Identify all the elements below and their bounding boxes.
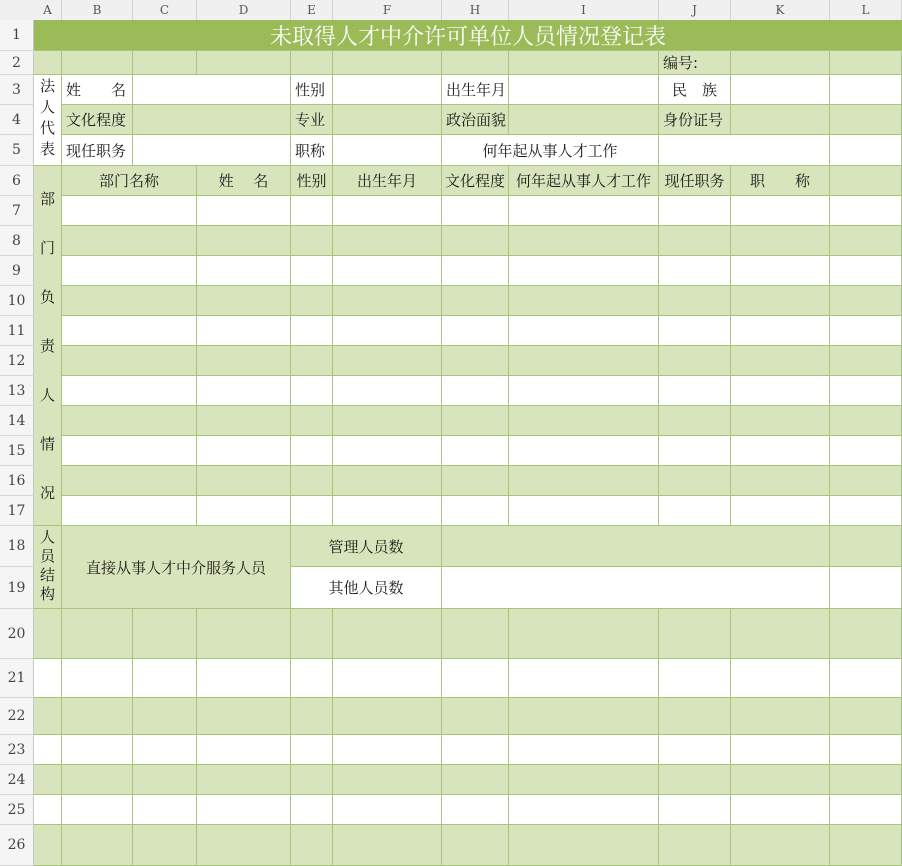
- dept-entry-cell[interactable]: [291, 466, 333, 496]
- dept-section-char: 情: [39, 435, 55, 453]
- cell[interactable]: [133, 795, 197, 825]
- dept-entry-cell[interactable]: [62, 256, 197, 286]
- cell[interactable]: [509, 659, 659, 698]
- dept-entry-cell[interactable]: [197, 286, 291, 316]
- legal-rep-gender-field[interactable]: [333, 75, 442, 105]
- row-header[interactable]: 14: [0, 406, 34, 436]
- cell[interactable]: [133, 698, 197, 735]
- dept-section-char: 责: [39, 337, 55, 355]
- legal-rep-political-field[interactable]: [509, 105, 659, 135]
- dept-entry-cell[interactable]: [291, 316, 333, 346]
- dept-education-header: 文化程度: [442, 166, 509, 196]
- cell[interactable]: [133, 609, 197, 659]
- dept-entry-cell[interactable]: [291, 376, 333, 406]
- dept-entry-cell[interactable]: [830, 256, 902, 286]
- column-header[interactable]: E: [291, 0, 333, 20]
- cell[interactable]: [659, 825, 731, 866]
- cell[interactable]: [830, 526, 902, 567]
- dept-entry-cell[interactable]: [509, 286, 659, 316]
- dept-entry-cell[interactable]: [197, 406, 291, 436]
- column-header[interactable]: J: [659, 0, 731, 20]
- cell[interactable]: [291, 795, 333, 825]
- dept-entry-cell[interactable]: [830, 286, 902, 316]
- political-label: 政治面貌: [442, 105, 509, 135]
- name-label: 姓 名: [62, 75, 133, 105]
- cell[interactable]: [34, 735, 62, 765]
- cell[interactable]: [830, 609, 902, 659]
- ethnicity-label: 民 族: [659, 75, 731, 105]
- cell[interactable]: [34, 51, 62, 75]
- dept-entry-cell[interactable]: [509, 466, 659, 496]
- dept-entry-cell[interactable]: [442, 496, 509, 526]
- row-header[interactable]: 4: [0, 105, 34, 135]
- row-header[interactable]: 7: [0, 196, 34, 226]
- dept-entry-cell[interactable]: [830, 376, 902, 406]
- cell[interactable]: [34, 795, 62, 825]
- cell[interactable]: [197, 609, 291, 659]
- dept-entry-cell[interactable]: [442, 406, 509, 436]
- dept-section-char: 负: [39, 288, 55, 306]
- dept-position-header: 现任职务: [659, 166, 731, 196]
- cell[interactable]: [62, 825, 133, 866]
- dept-entry-cell[interactable]: [197, 436, 291, 466]
- cell[interactable]: [133, 735, 197, 765]
- dept-section-char: 况: [39, 484, 55, 502]
- dept-entry-cell[interactable]: [62, 466, 197, 496]
- education-label: 文化程度: [62, 105, 133, 135]
- legal-rep-name-field[interactable]: [133, 75, 291, 105]
- dept-section-char: 门: [39, 239, 55, 257]
- dept-entry-cell[interactable]: [333, 346, 442, 376]
- cell[interactable]: [133, 659, 197, 698]
- mgmt-count-label: 管理人员数: [291, 526, 442, 567]
- row-header[interactable]: 20: [0, 609, 34, 659]
- dept-entry-cell[interactable]: [62, 196, 197, 226]
- cell[interactable]: [333, 765, 442, 795]
- dept-entry-cell[interactable]: [509, 256, 659, 286]
- dept-entry-cell[interactable]: [509, 316, 659, 346]
- row-header[interactable]: 8: [0, 226, 34, 256]
- dept-entry-cell[interactable]: [333, 496, 442, 526]
- cell[interactable]: [62, 735, 133, 765]
- row-header[interactable]: 19: [0, 567, 34, 609]
- since-label: 何年起从事人才工作: [442, 135, 659, 166]
- legal-rep-since-field[interactable]: [659, 135, 830, 166]
- dept-entry-cell[interactable]: [442, 286, 509, 316]
- birth-label: 出生年月: [442, 75, 509, 105]
- dept-entry-cell[interactable]: [442, 316, 509, 346]
- dept-entry-cell[interactable]: [509, 436, 659, 466]
- cell[interactable]: [133, 825, 197, 866]
- cell[interactable]: [62, 765, 133, 795]
- dept-entry-cell[interactable]: [659, 376, 731, 406]
- dept-entry-cell[interactable]: [291, 256, 333, 286]
- column-header-row: [0, 0, 902, 21]
- dept-entry-cell[interactable]: [659, 346, 731, 376]
- column-header[interactable]: H: [442, 0, 509, 20]
- dept-entry-cell[interactable]: [509, 376, 659, 406]
- column-header[interactable]: I: [509, 0, 659, 20]
- dept-entry-cell[interactable]: [509, 406, 659, 436]
- dept-entry-cell[interactable]: [731, 436, 830, 466]
- dept-entry-cell[interactable]: [291, 346, 333, 376]
- cell[interactable]: [133, 765, 197, 795]
- row-header[interactable]: 11: [0, 316, 34, 346]
- dept-entry-cell[interactable]: [659, 436, 731, 466]
- cell[interactable]: [509, 609, 659, 659]
- dept-entry-cell[interactable]: [333, 256, 442, 286]
- dept-entry-cell[interactable]: [659, 196, 731, 226]
- cell[interactable]: [197, 698, 291, 735]
- cell[interactable]: [509, 698, 659, 735]
- cell[interactable]: [830, 135, 902, 166]
- dept-entry-cell[interactable]: [333, 196, 442, 226]
- serial-number-value[interactable]: [731, 51, 830, 75]
- dept-entry-cell[interactable]: [62, 406, 197, 436]
- cell[interactable]: [731, 825, 830, 866]
- dept-entry-cell[interactable]: [62, 316, 197, 346]
- legal-rep-id-field[interactable]: [731, 105, 830, 135]
- dept-since-header: 何年起从事人才工作: [509, 166, 659, 196]
- column-header[interactable]: A: [34, 0, 62, 20]
- dept-entry-cell[interactable]: [830, 316, 902, 346]
- legal-rep-major-field[interactable]: [333, 105, 442, 135]
- cell[interactable]: [830, 735, 902, 765]
- cell[interactable]: [62, 51, 133, 75]
- cell[interactable]: [333, 609, 442, 659]
- dept-entry-cell[interactable]: [291, 406, 333, 436]
- cell[interactable]: [830, 765, 902, 795]
- dept-entry-cell[interactable]: [197, 496, 291, 526]
- cell[interactable]: [291, 659, 333, 698]
- dept-entry-cell[interactable]: [442, 196, 509, 226]
- dept-entry-cell[interactable]: [291, 496, 333, 526]
- dept-gender-header: 性别: [291, 166, 333, 196]
- dept-entry-cell[interactable]: [197, 316, 291, 346]
- dept-entry-cell[interactable]: [731, 376, 830, 406]
- cell[interactable]: [731, 609, 830, 659]
- row-header[interactable]: 21: [0, 659, 34, 698]
- cell[interactable]: [830, 567, 902, 609]
- dept-entry-cell[interactable]: [333, 286, 442, 316]
- cell[interactable]: [509, 51, 659, 75]
- dept-entry-cell[interactable]: [830, 496, 902, 526]
- cell[interactable]: [333, 51, 442, 75]
- dept-entry-cell[interactable]: [442, 256, 509, 286]
- cell[interactable]: [442, 51, 509, 75]
- row-header[interactable]: 26: [0, 825, 34, 866]
- cell[interactable]: [830, 166, 902, 196]
- dept-entry-cell[interactable]: [197, 196, 291, 226]
- cell[interactable]: [830, 105, 902, 135]
- cell[interactable]: [333, 795, 442, 825]
- dept-entry-cell[interactable]: [659, 316, 731, 346]
- cell[interactable]: [731, 765, 830, 795]
- dept-entry-cell[interactable]: [442, 376, 509, 406]
- cell[interactable]: [830, 51, 902, 75]
- cell[interactable]: [291, 735, 333, 765]
- dept-entry-cell[interactable]: [333, 376, 442, 406]
- cell[interactable]: [659, 735, 731, 765]
- dept-entry-cell[interactable]: [509, 196, 659, 226]
- dept-entry-cell[interactable]: [659, 466, 731, 496]
- dept-entry-cell[interactable]: [333, 466, 442, 496]
- cell[interactable]: [291, 609, 333, 659]
- row-header[interactable]: 22: [0, 698, 34, 735]
- dept-entry-cell[interactable]: [731, 256, 830, 286]
- dept-entry-cell[interactable]: [197, 466, 291, 496]
- row-header[interactable]: 18: [0, 526, 34, 567]
- major-label: 专业: [291, 105, 333, 135]
- row-header[interactable]: 9: [0, 256, 34, 286]
- row-header[interactable]: 3: [0, 75, 34, 105]
- dept-entry-cell[interactable]: [830, 226, 902, 256]
- cell[interactable]: [62, 795, 133, 825]
- cell[interactable]: [34, 609, 62, 659]
- dept-section-char: 部: [39, 190, 55, 208]
- dept-entry-cell[interactable]: [442, 436, 509, 466]
- row-header[interactable]: 15: [0, 436, 34, 466]
- dept-entry-cell[interactable]: [333, 316, 442, 346]
- row-header[interactable]: 2: [0, 51, 34, 75]
- dept-entry-cell[interactable]: [659, 496, 731, 526]
- row-header[interactable]: 10: [0, 286, 34, 316]
- cell[interactable]: [34, 659, 62, 698]
- cell[interactable]: [333, 825, 442, 866]
- cell[interactable]: [509, 735, 659, 765]
- dept-entry-cell[interactable]: [197, 346, 291, 376]
- gender-label: 性别: [291, 75, 333, 105]
- dept-entry-cell[interactable]: [659, 256, 731, 286]
- dept-entry-cell[interactable]: [197, 256, 291, 286]
- cell[interactable]: [291, 765, 333, 795]
- cell[interactable]: [659, 659, 731, 698]
- dept-entry-cell[interactable]: [509, 496, 659, 526]
- dept-entry-cell[interactable]: [509, 226, 659, 256]
- dept-entry-cell[interactable]: [731, 346, 830, 376]
- cell[interactable]: [197, 659, 291, 698]
- column-header[interactable]: K: [731, 0, 830, 20]
- dept-entry-cell[interactable]: [830, 346, 902, 376]
- dept-entry-cell[interactable]: [291, 196, 333, 226]
- cell[interactable]: [197, 765, 291, 795]
- dept-entry-cell[interactable]: [442, 346, 509, 376]
- dept-entry-cell[interactable]: [291, 286, 333, 316]
- cell[interactable]: [659, 795, 731, 825]
- dept-name-header: 部门名称: [62, 166, 197, 196]
- row-header[interactable]: 1: [0, 20, 34, 51]
- dept-entry-cell[interactable]: [333, 406, 442, 436]
- dept-entry-cell[interactable]: [62, 376, 197, 406]
- cell[interactable]: [34, 765, 62, 795]
- dept-entry-cell[interactable]: [442, 466, 509, 496]
- dept-entry-cell[interactable]: [830, 466, 902, 496]
- cell[interactable]: [197, 825, 291, 866]
- dept-entry-cell[interactable]: [62, 436, 197, 466]
- column-header[interactable]: C: [133, 0, 197, 20]
- cell[interactable]: [659, 698, 731, 735]
- dept-entry-cell[interactable]: [509, 346, 659, 376]
- cell[interactable]: [509, 825, 659, 866]
- dept-head-name-header: 姓 名: [197, 166, 291, 196]
- cell[interactable]: [442, 659, 509, 698]
- cell[interactable]: [197, 795, 291, 825]
- form-title[interactable]: 未取得人才中介许可单位人员情况登记表: [34, 20, 902, 51]
- cell[interactable]: [731, 698, 830, 735]
- dept-entry-cell[interactable]: [830, 196, 902, 226]
- dept-entry-cell[interactable]: [731, 316, 830, 346]
- dept-entry-cell[interactable]: [830, 406, 902, 436]
- cell[interactable]: [509, 765, 659, 795]
- cell[interactable]: [442, 698, 509, 735]
- cell[interactable]: [442, 765, 509, 795]
- row-header[interactable]: 23: [0, 735, 34, 765]
- dept-entry-cell[interactable]: [731, 226, 830, 256]
- cell[interactable]: [197, 735, 291, 765]
- cell[interactable]: [62, 659, 133, 698]
- column-header[interactable]: D: [197, 0, 291, 20]
- cell[interactable]: [830, 659, 902, 698]
- row-header[interactable]: 13: [0, 376, 34, 406]
- cell[interactable]: [34, 698, 62, 735]
- cell[interactable]: [291, 51, 333, 75]
- dept-entry-cell[interactable]: [731, 496, 830, 526]
- cell[interactable]: [34, 825, 62, 866]
- cell[interactable]: [291, 825, 333, 866]
- dept-title-header: 职 称: [731, 166, 830, 196]
- cell[interactable]: [830, 795, 902, 825]
- dept-entry-cell[interactable]: [197, 226, 291, 256]
- cell[interactable]: [442, 825, 509, 866]
- cell[interactable]: [731, 735, 830, 765]
- row-header[interactable]: 25: [0, 795, 34, 825]
- row-header[interactable]: 6: [0, 166, 34, 196]
- cell[interactable]: [333, 698, 442, 735]
- dept-entry-cell[interactable]: [731, 286, 830, 316]
- dept-entry-cell[interactable]: [197, 376, 291, 406]
- cell[interactable]: [830, 825, 902, 866]
- cell[interactable]: [291, 698, 333, 735]
- other-count-field[interactable]: [442, 567, 830, 609]
- dept-entry-cell[interactable]: [442, 226, 509, 256]
- dept-entry-cell[interactable]: [291, 436, 333, 466]
- legal-rep-birth-field[interactable]: [509, 75, 659, 105]
- column-header[interactable]: F: [333, 0, 442, 20]
- direct-staff-label: 直接从事人才中介服务人员: [62, 526, 291, 609]
- cell[interactable]: [442, 609, 509, 659]
- id-number-label: 身份证号: [659, 105, 731, 135]
- cell[interactable]: [197, 51, 291, 75]
- title-label: 职称: [291, 135, 333, 166]
- dept-head-section-label: [34, 166, 62, 526]
- dept-entry-cell[interactable]: [62, 496, 197, 526]
- cell[interactable]: [62, 609, 133, 659]
- cell[interactable]: [133, 51, 197, 75]
- other-count-label: 其他人员数: [291, 567, 442, 609]
- dept-entry-cell[interactable]: [291, 226, 333, 256]
- cell[interactable]: [62, 698, 133, 735]
- row-header[interactable]: 5: [0, 135, 34, 166]
- column-header[interactable]: L: [830, 0, 902, 20]
- dept-entry-cell[interactable]: [830, 436, 902, 466]
- position-label: 现任职务: [62, 135, 133, 166]
- dept-entry-cell[interactable]: [731, 466, 830, 496]
- cell[interactable]: [442, 735, 509, 765]
- cell[interactable]: [731, 795, 830, 825]
- dept-entry-cell[interactable]: [62, 346, 197, 376]
- legal-rep-ethnicity-field[interactable]: [731, 75, 830, 105]
- dept-entry-cell[interactable]: [731, 196, 830, 226]
- row-header[interactable]: 17: [0, 496, 34, 526]
- dept-entry-cell[interactable]: [659, 406, 731, 436]
- row-header[interactable]: 16: [0, 466, 34, 496]
- cell[interactable]: [830, 75, 902, 105]
- column-header[interactable]: B: [62, 0, 133, 20]
- dept-entry-cell[interactable]: [659, 286, 731, 316]
- legal-rep-label: 法人代表: [34, 75, 62, 166]
- dept-entry-cell[interactable]: [659, 226, 731, 256]
- serial-number-label: 编号:: [659, 51, 731, 75]
- cell[interactable]: [333, 659, 442, 698]
- staff-structure-label: 人员结构: [34, 526, 62, 609]
- cell[interactable]: [333, 735, 442, 765]
- row-header[interactable]: 24: [0, 765, 34, 795]
- cell[interactable]: [830, 698, 902, 735]
- dept-section-char: 人: [39, 386, 55, 404]
- cell[interactable]: [659, 765, 731, 795]
- cell[interactable]: [509, 795, 659, 825]
- dept-entry-cell[interactable]: [62, 226, 197, 256]
- dept-entry-cell[interactable]: [333, 436, 442, 466]
- dept-entry-cell[interactable]: [731, 406, 830, 436]
- dept-entry-cell[interactable]: [333, 226, 442, 256]
- row-header[interactable]: 12: [0, 346, 34, 376]
- cell[interactable]: [659, 609, 731, 659]
- legal-rep-education-field[interactable]: [133, 105, 291, 135]
- cell[interactable]: [731, 659, 830, 698]
- dept-entry-cell[interactable]: [62, 286, 197, 316]
- cell[interactable]: [442, 795, 509, 825]
- dept-birth-header: 出生年月: [333, 166, 442, 196]
- legal-rep-title-field[interactable]: [333, 135, 442, 166]
- mgmt-count-field[interactable]: [442, 526, 830, 567]
- legal-rep-position-field[interactable]: [133, 135, 291, 166]
